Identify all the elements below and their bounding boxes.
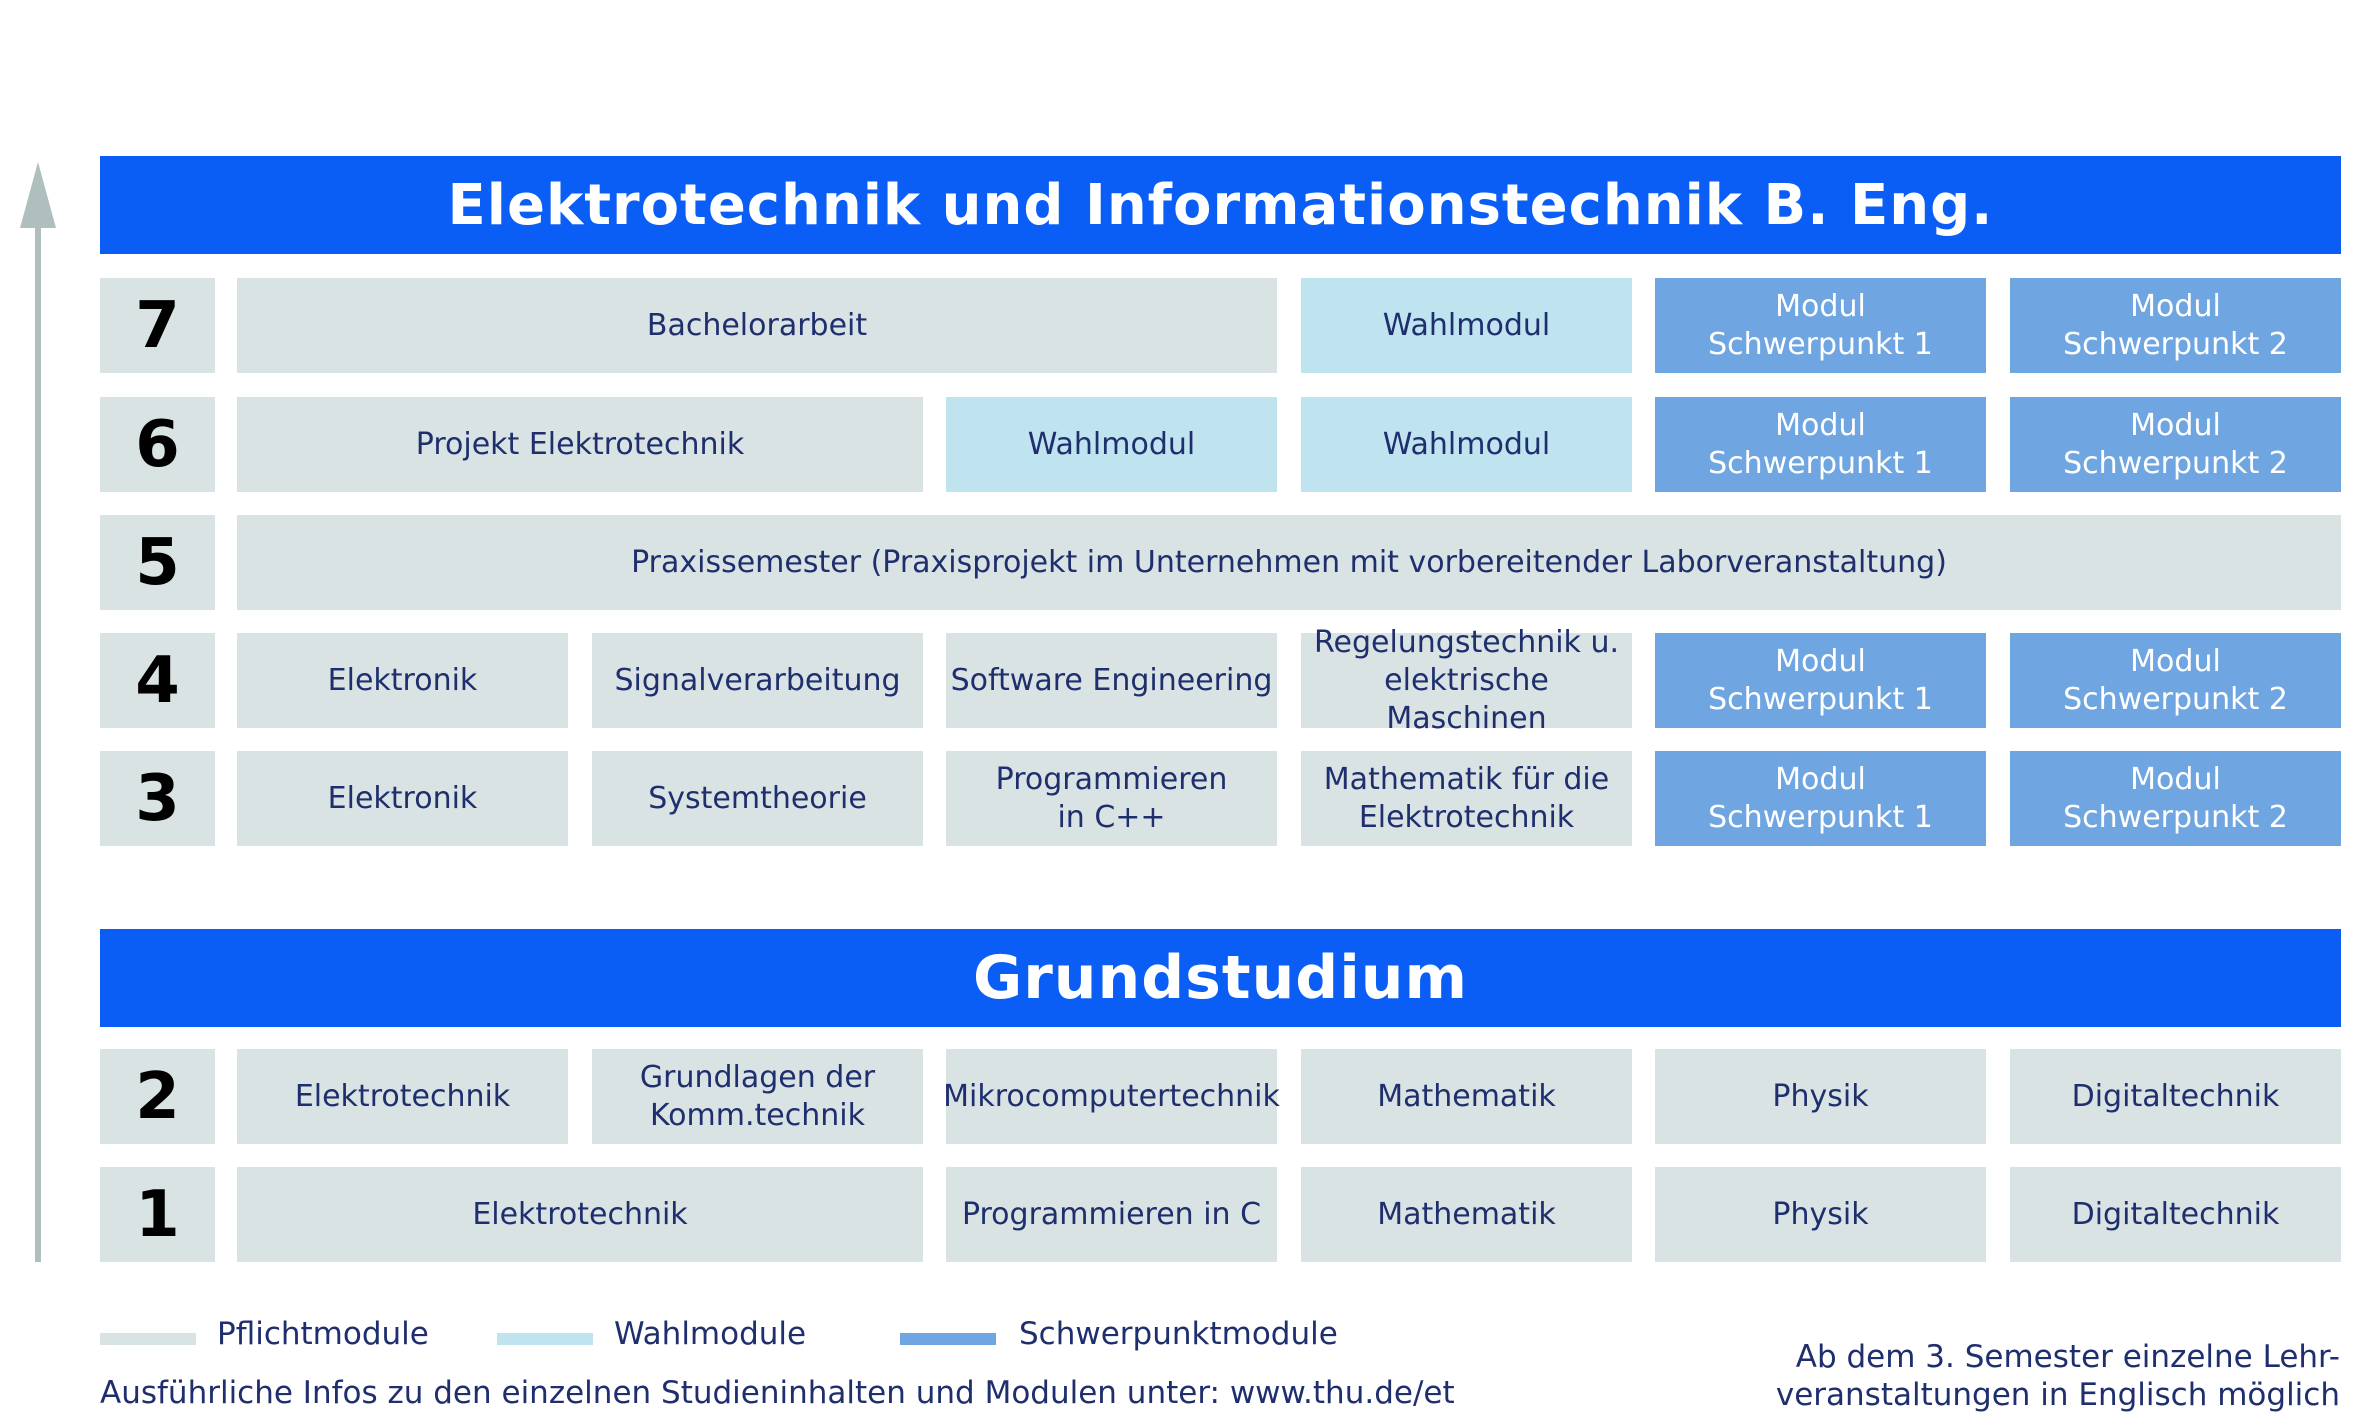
module-elektrotechnik: Elektrotechnik bbox=[237, 1049, 568, 1144]
legend-swatch-wahl bbox=[497, 1333, 593, 1345]
module-wahlmodul: Wahlmodul bbox=[1301, 397, 1632, 492]
module-programmieren-cpp: Programmieren in C++ bbox=[946, 751, 1277, 846]
module-grundlagen-komm: Grundlagen der Komm.technik bbox=[592, 1049, 923, 1144]
module-digitaltechnik: Digitaltechnik bbox=[2010, 1049, 2341, 1144]
module-mikrocomputertechnik: Mikrocomputertechnik bbox=[946, 1049, 1277, 1144]
semester-number: 1 bbox=[100, 1167, 215, 1262]
module-schwerpunkt-1: Modul Schwerpunkt 1 bbox=[1655, 397, 1986, 492]
semester-number: 5 bbox=[100, 515, 215, 610]
module-schwerpunkt-2: Modul Schwerpunkt 2 bbox=[2010, 397, 2341, 492]
legend-label-schwerpunkt: Schwerpunktmodule bbox=[1019, 1316, 1338, 1352]
module-elektronik: Elektronik bbox=[237, 751, 568, 846]
module-schwerpunkt-1: Modul Schwerpunkt 1 bbox=[1655, 633, 1986, 728]
legend-swatch-schwerpunkt bbox=[900, 1333, 996, 1345]
module-elektrotechnik: Elektrotechnik bbox=[237, 1167, 923, 1262]
semester-row-7 bbox=[0, 278, 2364, 373]
footer-info-text: Ausführliche Infos zu den einzelnen Studieninhalten und Modulen unter: www.thu.de/et bbox=[100, 1375, 1455, 1411]
legend-label-wahl: Wahlmodule bbox=[614, 1316, 807, 1352]
module-elektronik: Elektronik bbox=[237, 633, 568, 728]
semester-row-1 bbox=[0, 1167, 2364, 1262]
legend-label-pflicht: Pflichtmodule bbox=[217, 1316, 429, 1352]
module-programmieren-c: Programmieren in C bbox=[946, 1167, 1277, 1262]
arrow-up-icon bbox=[20, 162, 56, 228]
semester-number: 2 bbox=[100, 1049, 215, 1144]
module-schwerpunkt-1: Modul Schwerpunkt 1 bbox=[1655, 751, 1986, 846]
module-physik: Physik bbox=[1655, 1049, 1986, 1144]
module-praxissemester: Praxissemester (Praxisprojekt im Unternehmen mit vorbereitender Laborveranstaltung) bbox=[237, 515, 2341, 610]
module-mathematik: Mathematik bbox=[1301, 1167, 1632, 1262]
module-software-engineering: Software Engineering bbox=[946, 633, 1277, 728]
semester-number: 4 bbox=[100, 633, 215, 728]
semester-row-5 bbox=[0, 515, 2364, 610]
module-projekt-elektrotechnik: Projekt Elektrotechnik bbox=[237, 397, 923, 492]
footer-english-note: Ab dem 3. Semester einzelne Lehr- veranstaltungen in Englisch möglich bbox=[1775, 1339, 2340, 1413]
semester-row-4 bbox=[0, 624, 2364, 736]
module-wahlmodul: Wahlmodul bbox=[946, 397, 1277, 492]
module-mathematik-et: Mathematik für die Elektrotechnik bbox=[1301, 751, 1632, 846]
grundstudium-title: Grundstudium bbox=[100, 929, 2341, 1027]
program-title: Elektrotechnik und Informationstechnik B. Eng. bbox=[100, 156, 2341, 254]
module-mathematik: Mathematik bbox=[1301, 1049, 1632, 1144]
module-schwerpunkt-2: Modul Schwerpunkt 2 bbox=[2010, 633, 2341, 728]
module-schwerpunkt-2: Modul Schwerpunkt 2 bbox=[2010, 278, 2341, 373]
module-signalverarbeitung: Signalverarbeitung bbox=[592, 633, 923, 728]
semester-row-6 bbox=[0, 397, 2364, 492]
semester-number: 7 bbox=[100, 278, 215, 373]
module-regelungstechnik: Regelungstechnik u. elektrische Maschinen bbox=[1301, 633, 1632, 728]
semester-row-3 bbox=[0, 751, 2364, 846]
module-physik: Physik bbox=[1655, 1167, 1986, 1262]
semester-number: 3 bbox=[100, 751, 215, 846]
module-digitaltechnik: Digitaltechnik bbox=[2010, 1167, 2341, 1262]
semester-row-2 bbox=[0, 1049, 2364, 1144]
module-systemtheorie: Systemtheorie bbox=[592, 751, 923, 846]
module-wahlmodul: Wahlmodul bbox=[1301, 278, 1632, 373]
module-schwerpunkt-1: Modul Schwerpunkt 1 bbox=[1655, 278, 1986, 373]
semester-number: 6 bbox=[100, 397, 215, 492]
module-schwerpunkt-2: Modul Schwerpunkt 2 bbox=[2010, 751, 2341, 846]
module-bachelorarbeit: Bachelorarbeit bbox=[237, 278, 1277, 373]
legend-swatch-pflicht bbox=[100, 1333, 196, 1345]
